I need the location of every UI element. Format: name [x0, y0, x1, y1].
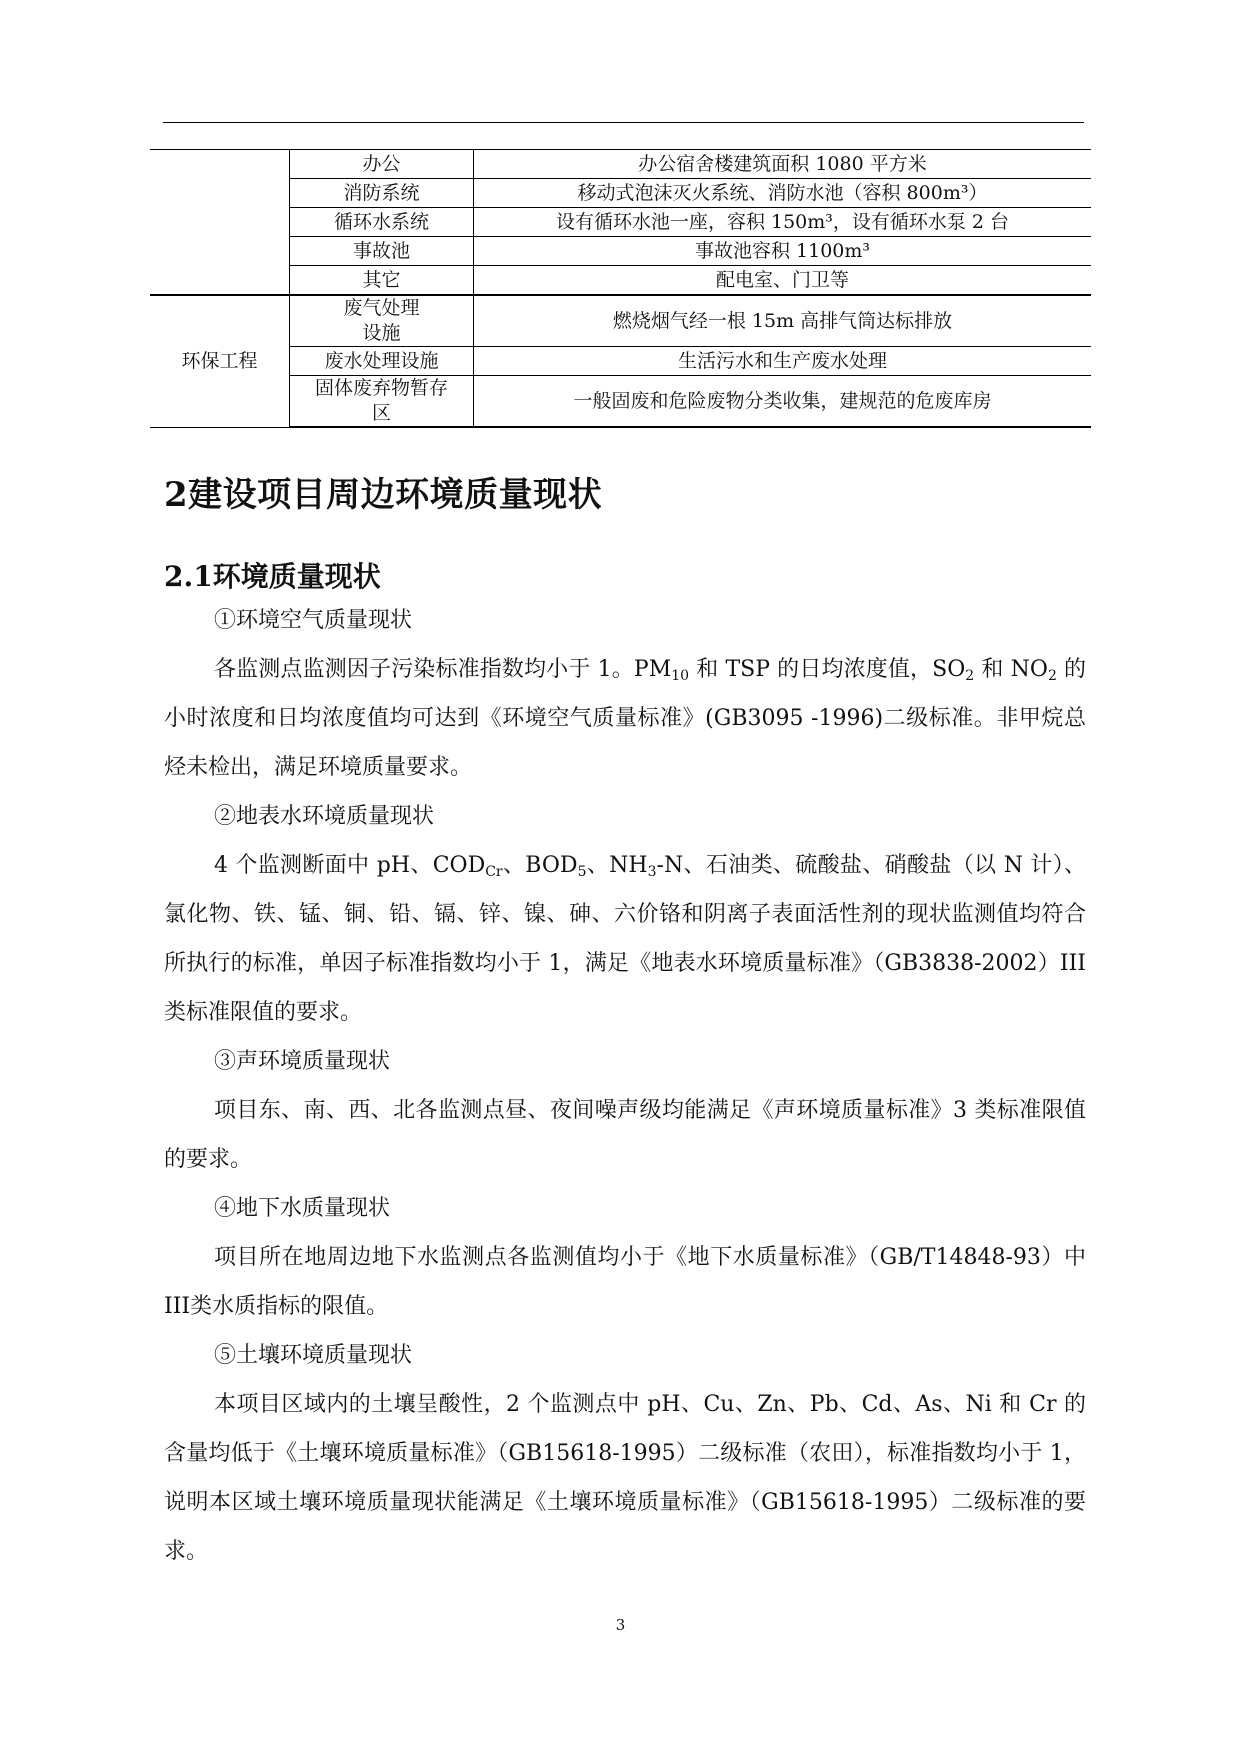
- table-cell-item: 事故池: [290, 237, 474, 266]
- subscript: 3: [647, 864, 657, 880]
- table-cell-item: [290, 295, 474, 347]
- air-quality-paragraph: [164, 645, 1086, 792]
- table-cell-item: 办公: [290, 150, 474, 179]
- item-line-1: 固体废弃物暂存: [314, 377, 448, 399]
- groundwater-paragraph: 项目所在地周边地下水监测点各监测值均小于《地下水质量标准》（GB/T14848-93）中III类水质指标的限值。: [164, 1245, 1086, 1319]
- groundwater-title: ④地下水质量现状: [214, 1196, 391, 1221]
- table-cell-item: 消防系统: [290, 179, 474, 208]
- table-cell-category-empty: [150, 150, 290, 296]
- subscript: 2: [1047, 668, 1057, 684]
- soil-title: ⑤土壤环境质量现状: [214, 1343, 413, 1368]
- text-run: -N、石油类、硫酸盐、硝酸盐（以 N 计）、氯化物、铁、锰、铜、铅、镉、锌、镍、砷、六价铬和阴离子表面活性剂的现状监测值均符合所执行的标准，单因子标准指数均小于 1，满足《地表水环境质量标准》（GB3838-2002）III类标准限值的要求。: [164, 853, 1086, 1025]
- table-row: [150, 266, 1091, 296]
- table-cell-desc: 生活污水和生产废水处理: [474, 347, 1092, 376]
- table-cell-item: [290, 376, 474, 428]
- body-text: [164, 596, 1086, 1576]
- item-line-2: 设施: [362, 322, 401, 344]
- table-row: [150, 347, 1091, 376]
- table-cell-item: 废水处理设施: [290, 347, 474, 376]
- noise-paragraph: 项目东、南、西、北各监测点昼、夜间噪声级均能满足《声环境质量标准》3 类标准限值的要求。: [164, 1098, 1086, 1172]
- table-cell-category: 环保工程: [150, 295, 290, 427]
- text-run: 、NH: [586, 853, 648, 878]
- text-run: 和 TSP 的日均浓度值，SO: [689, 657, 966, 682]
- subscript: 2: [965, 668, 975, 684]
- table-cell-desc: 办公宿舍楼建筑面积 1080 平方米: [474, 150, 1092, 179]
- noise-title: ③声环境质量现状: [214, 1049, 391, 1074]
- table-cell-desc: 移动式泡沫灭火系统、消防水池（容积 800m³）: [474, 179, 1092, 208]
- table-cell-desc: 燃烧烟气经一根 15m 高排气筒达标排放: [474, 295, 1092, 347]
- text-run: 各监测点监测因子污染标准指数均小于 1。PM: [214, 657, 672, 682]
- text-run: 4 个监测断面中 pH、COD: [214, 853, 486, 878]
- subscript: 10: [671, 668, 690, 684]
- chapter-heading: 2建设项目周边环境质量现状: [164, 475, 603, 515]
- text-run: 、BOD: [502, 853, 578, 878]
- soil-paragraph: 本项目区域内的土壤呈酸性，2 个监测点中 pH、Cu、Zn、Pb、Cd、As、Ni 和 Cr 的含量均低于《土壤环境质量标准》（GB15618-1995）二级标准（农田），标准指数均小于 1，说明本区域土壤环境质量现状能满足《土壤环境质量标准》（GB15618-1995）二级标准的要求。: [164, 1392, 1086, 1564]
- table-row: [150, 179, 1091, 208]
- table-cell-item: 循环水系统: [290, 208, 474, 237]
- table-row: [150, 295, 1091, 347]
- table-row: [150, 237, 1091, 266]
- item-line-1: 废气处理: [343, 297, 420, 319]
- table-cell-desc: 配电室、门卫等: [474, 266, 1092, 296]
- surface-water-paragraph: [164, 841, 1086, 1037]
- table-cell-desc: 一般固废和危险废物分类收集，建规范的危废库房: [474, 376, 1092, 428]
- table-cell-item: 其它: [290, 266, 474, 296]
- text-run: 和 NO: [974, 657, 1048, 682]
- page-number: 3: [615, 1616, 626, 1634]
- table-row: [150, 150, 1091, 179]
- table-cell-desc: 事故池容积 1100m³: [474, 237, 1092, 266]
- subscript: 5: [577, 864, 587, 880]
- project-composition-table: [150, 149, 1091, 428]
- table-row: [150, 208, 1091, 237]
- section-heading: 2.1环境质量现状: [164, 560, 381, 593]
- surface-water-title: ②地表水环境质量现状: [214, 804, 435, 829]
- item-line-2: 区: [371, 402, 391, 424]
- air-quality-title: ①环境空气质量现状: [214, 608, 413, 633]
- header-rule: [163, 122, 1084, 123]
- text-run: 的小时浓度和日均浓度值均可达到《环境空气质量标准》(GB3095 -1996)二级标准。非甲烷总烃未检出，满足环境质量要求。: [164, 657, 1086, 780]
- subscript: Cr: [485, 864, 503, 880]
- table-row: [150, 376, 1091, 428]
- table-cell-desc: 设有循环水池一座，容积 150m³，设有循环水泵 2 台: [474, 208, 1092, 237]
